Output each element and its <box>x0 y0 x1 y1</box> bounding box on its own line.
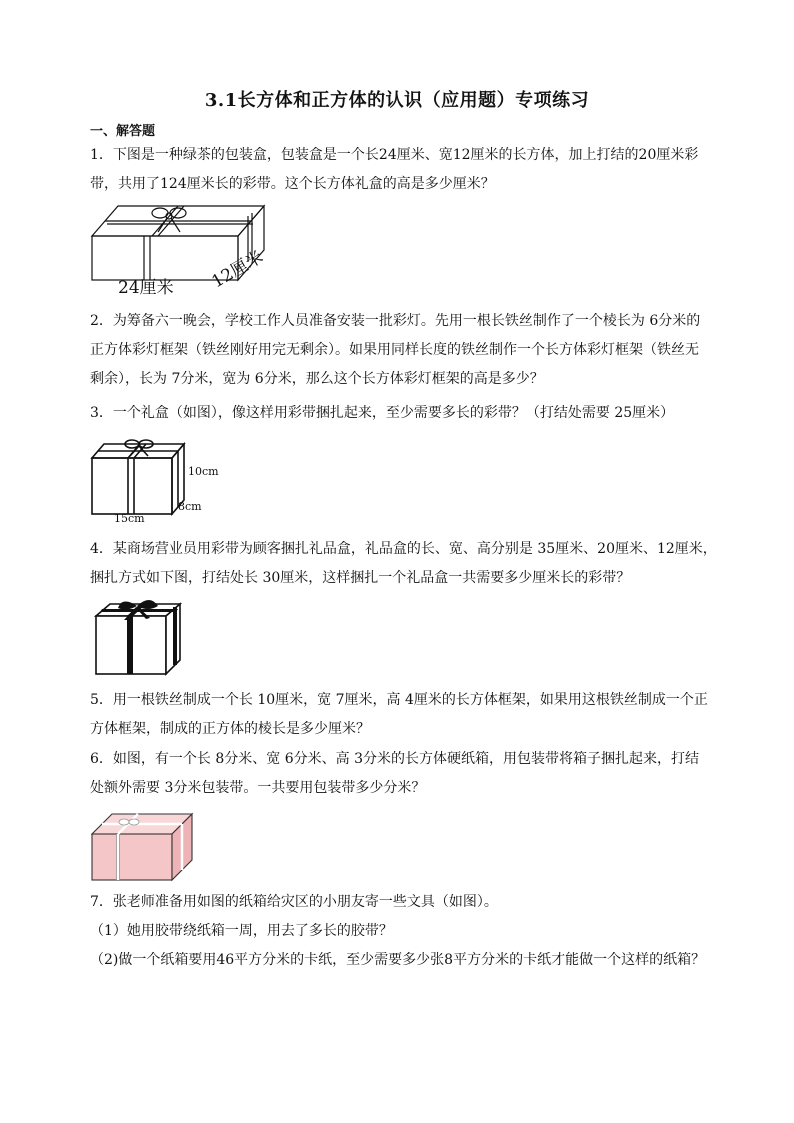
question-5 <box>90 686 715 744</box>
question-4-line-1: 4．某商场营业员用彩带为顾客捆扎礼品盒，礼品盒的长、宽、高分别是 35厘米、20厘米、12厘米， <box>90 541 717 557</box>
figure-1-length-label: 24厘米 <box>118 278 174 298</box>
figure-3-width-label: 8cm <box>178 500 202 513</box>
question-2-line-1: 2．为筹备六一晚会，学校工作人员准备安装一批彩灯。先用一根长铁丝制作了一个棱长为 6分米的 <box>90 313 701 329</box>
figure-3-length-label: 15cm <box>114 512 145 525</box>
question-5-line-1: 5．用一根铁丝制成一个长 10厘米，宽 7厘米，高 4厘米的长方体框架，如果用这根铁丝制成一个正 <box>90 692 708 708</box>
question-4-line-2: 捆扎方式如下图，打结处长 30厘米，这样捆扎一个礼品盒一共需要多少厘米长的彩带？ <box>90 570 631 586</box>
question-2 <box>90 307 715 394</box>
gift-box-figure <box>88 436 238 528</box>
question-7 <box>90 888 730 975</box>
question-6-line-2: 处额外需要 3分米包装带。一共要用包装带多少分米？ <box>90 780 426 796</box>
question-1-line-2: 带，共用了124厘米长的彩带。这个长方体礼盒的高是多少厘米？ <box>90 176 495 192</box>
question-3 <box>90 399 715 428</box>
figure-1-width-label: 12厘米 <box>208 247 267 293</box>
question-5-line-2: 方体框架，制成的正方体的棱长是多少厘米？ <box>90 721 370 737</box>
section-heading: 一、解答题 <box>90 124 156 139</box>
question-1 <box>90 141 715 199</box>
figure-3-height-label: 10cm <box>188 465 219 478</box>
question-6 <box>90 745 715 803</box>
green-tea-box-figure <box>88 196 288 300</box>
page-title: 3.1长方体和正方体的认识（应用题）专项练习 <box>204 90 590 111</box>
question-7-line-3: （2)做一个纸箱要用46平方分米的卡纸，至少需要多少张8平方分米的卡纸才能做一个这样的纸箱？ <box>90 952 706 968</box>
question-7-line-1: 7．张老师准备用如图的纸箱给灾区的小朋友寄一些文具（如图）。 <box>90 894 498 910</box>
question-1-line-1: 1．下图是一种绿茶的包装盒，包装盒是一个长24厘米、宽12厘米的长方体，加上打结的20厘米彩 <box>90 147 699 163</box>
question-6-line-1: 6．如图，有一个长 8分米、宽 6分米、高 3分米的长方体硬纸箱，用包装带将箱子捆扎起来，打结 <box>90 751 699 767</box>
pink-box-figure <box>88 808 198 884</box>
question-4 <box>90 535 715 593</box>
ribbon-box-figure <box>92 598 192 680</box>
question-2-line-3: 剩余），长为 7分米，宽为 6分米，那么这个长方体彩灯框架的高是多少？ <box>90 371 544 387</box>
question-2-line-2: 正方体彩灯框架（铁丝刚好用完无剩余）。如果用同样长度的铁丝制作一个长方体彩灯框架（铁丝无 <box>90 342 699 358</box>
question-7-line-2: （1）她用胶带绕纸箱一周，用去了多长的胶带？ <box>90 923 393 939</box>
question-3-line-1: 3．一个礼盒（如图），像这样用彩带捆扎起来，至少需要多长的彩带？（打结处需要 25厘米） <box>90 405 675 421</box>
